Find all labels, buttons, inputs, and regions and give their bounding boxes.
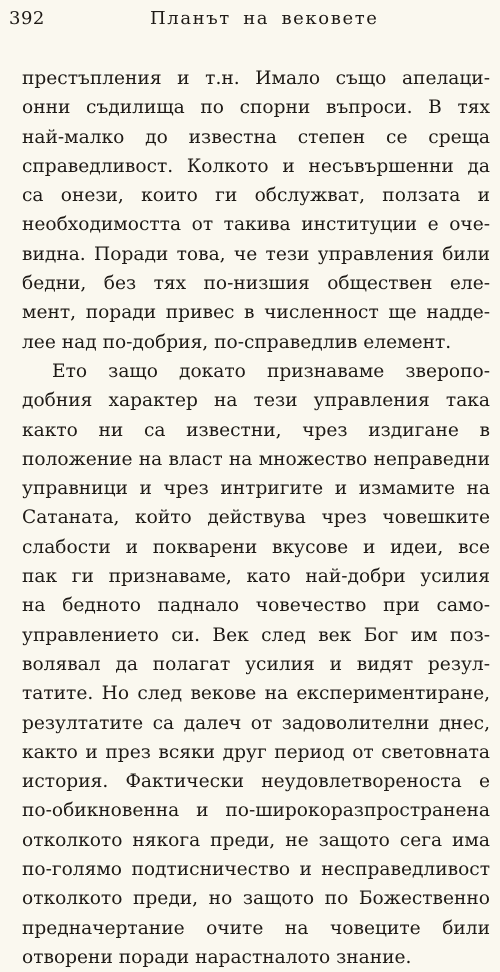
- text-line: слабости и покварени вкусове и идеи, все: [22, 536, 490, 558]
- text-line: управници и чрез интригите и измамите на: [22, 478, 490, 500]
- text-line: по-голямо подтисничество и несправедливост: [22, 859, 490, 881]
- running-header: [0, 4, 500, 34]
- text-line: татите. Но след векове на експериментиране,: [22, 683, 490, 705]
- text-line: както и през всяки друг период от световната: [22, 741, 490, 763]
- running-title: Планът на вековете: [150, 8, 379, 29]
- text-line: необходимостта от такива институции е оче-: [22, 214, 490, 236]
- text-line: на бедното паднало човечество при само-: [22, 595, 490, 617]
- text-line: престъпления и т.н. Имало също апелаци-: [22, 68, 490, 89]
- text-line: положение на власт на множество неправедни: [22, 448, 490, 470]
- text-line: отворени поради нарастналото знание.: [22, 946, 412, 968]
- text-line: най-малко до известна степен се среща: [22, 126, 490, 148]
- text-line: бедни, без тях по-низшия обществен еле-: [22, 273, 490, 295]
- text-line: предначертание очите на човеците били: [22, 917, 490, 939]
- text-line: справедливост. Колкото и несъвършенни да: [22, 155, 490, 177]
- paragraph: [22, 357, 490, 972]
- paragraph: [22, 64, 490, 357]
- text-line: Ето защо докато признаваме зверопо-: [52, 360, 490, 382]
- text-line: добния характер на тези управления така: [22, 390, 490, 412]
- text-line: отколкото преди, но защото по Божественно: [22, 888, 490, 910]
- text-line: са онези, които ги обслужват, ползата и: [22, 185, 490, 207]
- text-line: пак ги признаваме, като най-добри усилия: [22, 566, 490, 588]
- text-line: онни съдилища по спорни въпроси. В тях: [22, 97, 490, 119]
- text-line: Сатаната, който действува чрез човешките: [22, 507, 490, 529]
- text-line: както ни са известни, чрез издигане в: [22, 419, 490, 441]
- text-line: волявал да полагат усилия и видят резул-: [22, 653, 490, 675]
- text-line: видна. Поради това, че тези управления били: [22, 243, 490, 265]
- text-line: отколкото някога преди, не защото сега има: [22, 829, 490, 851]
- text-line: управлението си. Век след век Бог им поз-: [22, 624, 490, 646]
- body-text: [22, 64, 490, 972]
- text-line: лее над по-добрия, по-справедлив елемент.: [22, 331, 452, 353]
- text-line: мент, поради привес в численност ще надде-: [22, 302, 490, 324]
- text-line: история. Фактически неудовлетвореноста е: [22, 771, 490, 793]
- page-number: 392: [9, 8, 45, 29]
- text-line: резултатите са далеч от задоволителни днес,: [22, 712, 490, 734]
- text-line: по-обикновенна и по-широкоразпространена: [22, 800, 490, 822]
